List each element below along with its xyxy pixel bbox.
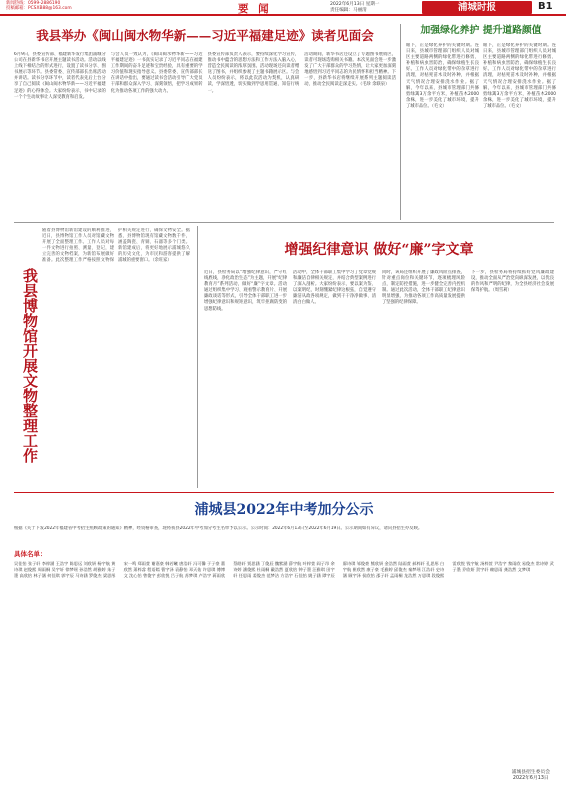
hotline: 新闻热线：0599-2886190 — [6, 1, 61, 6]
article-text: 随着县博物馆新馆建设的顺利推进，近日，县博物馆工作人员对馆藏文物开展了全面整理工作。工作人员对每一件文物进行拍照、测量、登记，建立完善的文物档案，为新馆布展做好准备。此次整理工作严格按照文物保护相关规定进行，确保文物安全。据悉，县博物馆现有馆藏文物数千件，涵盖陶瓷、青铜、石器等多个门类。新馆建成后，将更好地展示浦城悠久的历史文化，为市民和游客提供了解浦城的重要窗口。（余旺家） — [42, 228, 190, 264]
issue-meta — [330, 2, 379, 13]
footer-org: 浦城县招生委员会 — [511, 770, 550, 775]
article-reader-meeting — [14, 27, 396, 202]
article-column: 下一步，县检务局将持续抓好党风廉政建设，推动全面从严治党向纵深发展，以优良的作风和严明的纪律，为全县经济社会发展保驾护航。（周雪莉） — [471, 270, 554, 294]
divider — [14, 492, 554, 493]
divider — [14, 222, 554, 223]
article-column: 同时，该局还组织开展了廉政风险点排查，针对重点岗位和关键环节，逐项梳理风险点，制定防控措施，进一步健全完善内控机制。通过此次活动，全体干部职工纪律意识明显增强，为推动各项工作高质量发展提供了坚强的纪律保障。 — [382, 270, 465, 306]
article-discipline — [204, 240, 554, 485]
contact-info — [6, 1, 72, 11]
article-title: 增强纪律意识 做好“廉”字文章 — [284, 242, 474, 258]
article-column: 6月9日，县委宣传部、福建新华发行集团浦城分公司在县新华书店开展主题读书活动。活动以线上线下相结合的形式进行，设置了读书分享、图书展示等环节。县委常委、宣传部部长出席活动并讲话。读书分享环节中，读者代表先后上台分享了自己阅读《闽山闽水物华新——习近平福建足迹》的心得体会。大家纷纷表示，书中记录的一个个生动故事让人深受教育和启发。 — [14, 52, 106, 100]
article-title: 我县举办《闽山闽水物华新——习近平福建足迹》读者见面会 — [36, 28, 374, 43]
editor: 责任编辑：马丽清 — [330, 7, 367, 13]
article-title: 加强绿化养护 提升道路颜值 — [420, 25, 542, 36]
page-number: B1 — [538, 1, 553, 12]
list-title: 具体名单： — [14, 550, 47, 558]
page-header — [0, 0, 566, 16]
article-text: 眼下，正是绿化养护的关键时期。连日来，县城市管理部门组织人员对城区主要道路两侧的绿化带进行修剪、补植和病虫害防治，确保绿植生长良好。工作人员对绿化带中的杂草进行清理，对枯死苗木及时补种，并根据天气情况合理安排浇水作业。据了解，今年以来，县城市管理部门共修剪绿篱3万余平方米，补植苗木2000余株，进一步美化了城市环境，提升了城市品位。（毛文） — [483, 43, 556, 109]
article-exam-bonus — [14, 500, 554, 782]
notice-signature — [512, 770, 550, 782]
article-title: 浦城县2022年中考加分公示 — [194, 502, 374, 518]
article-title: 我县博物馆开展文物整理工作 — [21, 268, 39, 463]
divider — [400, 24, 401, 220]
section-name: 要 闻 — [238, 3, 272, 15]
names-list: 吴佳怡 张子轩 李梓涵 王浩宇 陈思远 刘欣妍 杨宇航 黄诗琪 赵俊熙 周雨桐 吴宇轩 徐梦瑶 孙浩然 胡雅婷 朱子墨 高欣怡 林子涵 何佳琪 郭宇辰 马诗涵 罗俊杰 梁思彤 宋一鸣 郑雨萱 谢嘉豪 韩若曦 唐浩轩 冯可馨 于子豪 董欣然 萧梓睿 程语嫣 曹宇泽 袁静怡 邓天佑 许思琪 傅博文 沈心怡 曾俊宇 彭欣悦 吕子航 苏梦琪 卢浩宇 蒋雨欣 蔡皓轩 贾思涵 丁俊辰 魏紫涵 薛宇航 叶梓萱 阎子昂 余诗婷 潘俊熙 杜雨桐 戴浩然 夏欣怡 钟子墨 汪雅琪 田宇轩 任思雨 姜俊杰 范梦洁 方浩宇 石佳怡 姚子涵 谭宇辰 廖诗琪 邹俊豪 熊欣妍 金浩然 陆雨萱 郝梓轩 孔思彤 白宇航 崔欣然 康子豪 毛雅婷 邱俊杰 秦梦瑶 江浩轩 史诗涵 顾宇泽 侯欣怡 邵子轩 孟雨桐 龙浩然 万思琪 段俊熙 雷欣悦 钱宇航 汤梓萱 尹浩宇 黎雨欣 易俊杰 常诗婷 武子墨 乔欣妍 贺宇轩 赖思雨 龚浩然 文梦琪 — [14, 561, 554, 579]
article-column: 近日，县检务局以“增强纪律意识，严守红线底线，净化政治生态”为主题，开展“纪律教育月”系列活动，做好“廉”字文章。活动通过组织集中学习、观看警示教育片、开展廉政谈话等形式，引导全体干部职工进一步增强纪律意识和规矩意识，筑牢拒腐防变的思想防线。 — [204, 270, 287, 312]
article-column: 县委宣传部负责人表示，要持续深化学习宣传，推动书中蕴含的思想方法和工作方法入脑入心，营造全民阅读的浓厚氛围。活动现场还向读者赠送了图书，并组织参观了主题书籍展示区。与会人员纷纷表示，将以此次活动为契机，认真研读，学深悟透，切实做到学思用贯通、知信行统一。 — [207, 52, 300, 94]
footer-date: 2022年6月13日 — [512, 776, 549, 782]
email: 投稿邮箱：PCSXB88@163.com — [6, 6, 72, 12]
article-column: 活动中，全体干部职工集中学习了党章党规和廉洁自律相关规定，并结合典型案例进行了深入剖析。大家纷纷表示，要以案为鉴、以案明纪，时刻绷紧纪律这根弦，自觉遵守廉洁从政各项规定，做到干干净净做事、清清白白做人。 — [293, 270, 376, 306]
notice-intro: 根据《关于下发2022年福建省中考招生照顾政策的通知》精神，经资格审查，现将我县2022年中考加分考生名单予以公示。公示时间：2022年6月13日至2022年6月19日。公示期间如有异议，请向县招生办反映。 — [14, 526, 423, 531]
article-museum — [14, 228, 194, 490]
article-greening — [406, 24, 556, 219]
article-column: 与会人员一致认为，《闽山闽水物华新——习近平福建足迹》一书真实记录了习近平同志在福建工作期间的奋斗足迹和宝贵经验，具有重要的学习价值和现实指导意义。县委常委、宣传部部长在讲话中指出，要通过读书会活动引导广大党员干部和群众深入学习、深刻领悟，把学习成果转化为推动各项工作的强大动力。 — [110, 52, 203, 94]
article-column: 活动期间，新华书店还设立了专题图书展销区，读者可现场选购相关书籍。本次见面会进一步激发了广大干部群众的学习热情，让大家更加深刻地感悟到习近平同志的为民情怀和担当精神。下一步，县新华书店将继续开展系列主题阅读活动，推动全民阅读走深走实。（毛珍 余联泉） — [304, 52, 396, 88]
divider — [197, 226, 198, 488]
article-text: 眼下，正是绿化养护的关键时期。连日来，县城市管理部门组织人员对城区主要道路两侧的绿化带进行修剪、补植和病虫害防治，确保绿植生长良好。工作人员对绿化带中的杂草进行清理，对枯死苗木及时补种，并根据天气情况合理安排浇水作业。据了解，今年以来，县城市管理部门共修剪绿篱3万余平方米，补植苗木2000余株，进一步美化了城市环境，提升了城市品位。（毛文） — [406, 43, 479, 109]
issue-date: 2022年6月13日 星期一 — [330, 2, 380, 7]
paper-logo: 浦城时报 — [422, 1, 532, 14]
